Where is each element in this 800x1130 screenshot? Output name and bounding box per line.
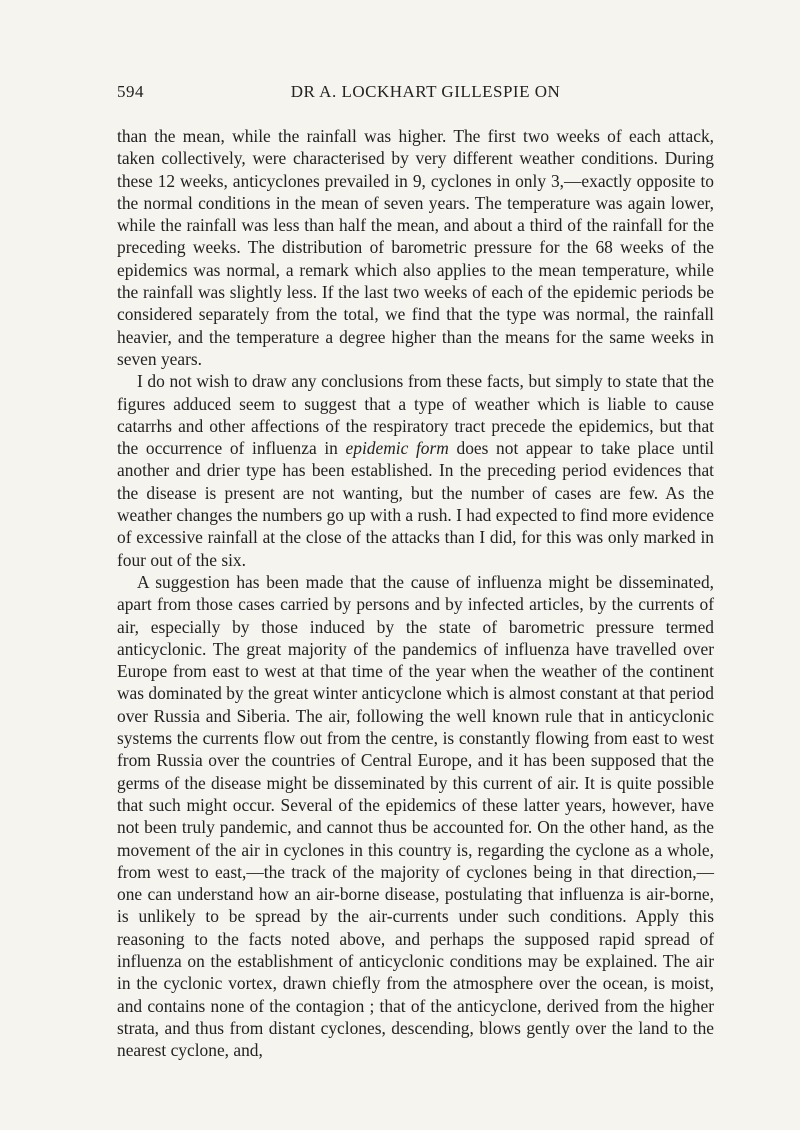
paragraph-2-text-after: does not appear to take place until another and drier type has been established. In the preceding period evidences that the disease is present are not wanting, but the number of cases are few. As the weather changes the numbers go up with a rush. I had expected to find more evidence of excessive rainfall at the close of the attacks than I did, for this was only marked in four out of the six. — [117, 438, 714, 570]
page-header — [117, 82, 714, 106]
paragraph-1 — [117, 125, 714, 370]
paragraph-2-emphasis: epidemic form — [345, 438, 449, 459]
paragraph-3-text: A suggestion has been made that the cause of influenza might be disseminated, apart from those cases carried by persons and by infected articles, by the currents of air, especially by those induced by the state of barometric pressure termed anticyclonic. The great majority of the pandemics of influenza have travelled over Europe from east to west at that time of the year when the weather of the continent was dominated by the great winter anticyclone which is almost constant at that period over Russia and Siberia. The air, following the well known rule that in anticyclonic systems the currents flow out from the centre, is constantly flowing from east to west from Russia over the countries of Central Europe, and it has been supposed that the germs of the disease might be disseminated by this current of air. It is quite possible that such might occur. Several of the epidemics of these latter years, however, have not been truly pandemic, and cannot thus be accounted for. On the other hand, as the movement of the air in cyclones in this country is, regarding the cyclone as a whole, from west to east,—the track of the majority of cyclones being in that direction,—one can understand how an air-borne disease, postulating that influenza is air-borne, is unlikely to be spread by the air-currents under such conditions. Apply this reasoning to the facts noted above, and perhaps the supposed rapid spread of influenza on the establishment of anticyclonic conditions may be explained. The air in the cyclonic vortex, drawn chiefly from the atmosphere over the ocean, is moist, and contains none of the contagion ; that of the anticyclone, derived from the higher strata, and thus from distant cyclones, descending, blows gently over the land to the nearest cyclone, and, — [117, 571, 714, 1061]
paragraph-2-text-before: I do not wish to draw any conclusions from these facts, but simply to state that the figures adduced seem to suggest that a type of weather which is liable to cause catarrhs and other affections of the respiratory tract precede the epidemics, but that the occurrence of influenza in — [117, 371, 714, 459]
paragraph-1-text: than the mean, while the rainfall was higher. The first two weeks of each attack, taken collectively, were characterised by very different weather conditions. During these 12 weeks, anticyclones prevailed in 9, cyclones in only 3,—exactly opposite to the normal conditions in the mean of seven years. The temperature was again lower, while the rainfall was less than half the mean, and about a third of the rainfall for the preceding weeks. The distribution of barometric pressure for the 68 weeks of the epidemics was normal, a remark which also applies to the mean temperature, while the rainfall was slightly less. If the last two weeks of each of the epidemic periods be considered separately from the total, we find that the type was normal, the rainfall heavier, and the temperature a degree higher than the means for the same weeks in seven years. — [117, 126, 714, 369]
body-text — [117, 125, 714, 1061]
paragraph-2 — [117, 370, 714, 571]
running-head: DR A. LOCKHART GILLESPIE ON — [290, 82, 561, 101]
paragraph-3 — [117, 571, 714, 1062]
page-number: 594 — [117, 82, 144, 101]
